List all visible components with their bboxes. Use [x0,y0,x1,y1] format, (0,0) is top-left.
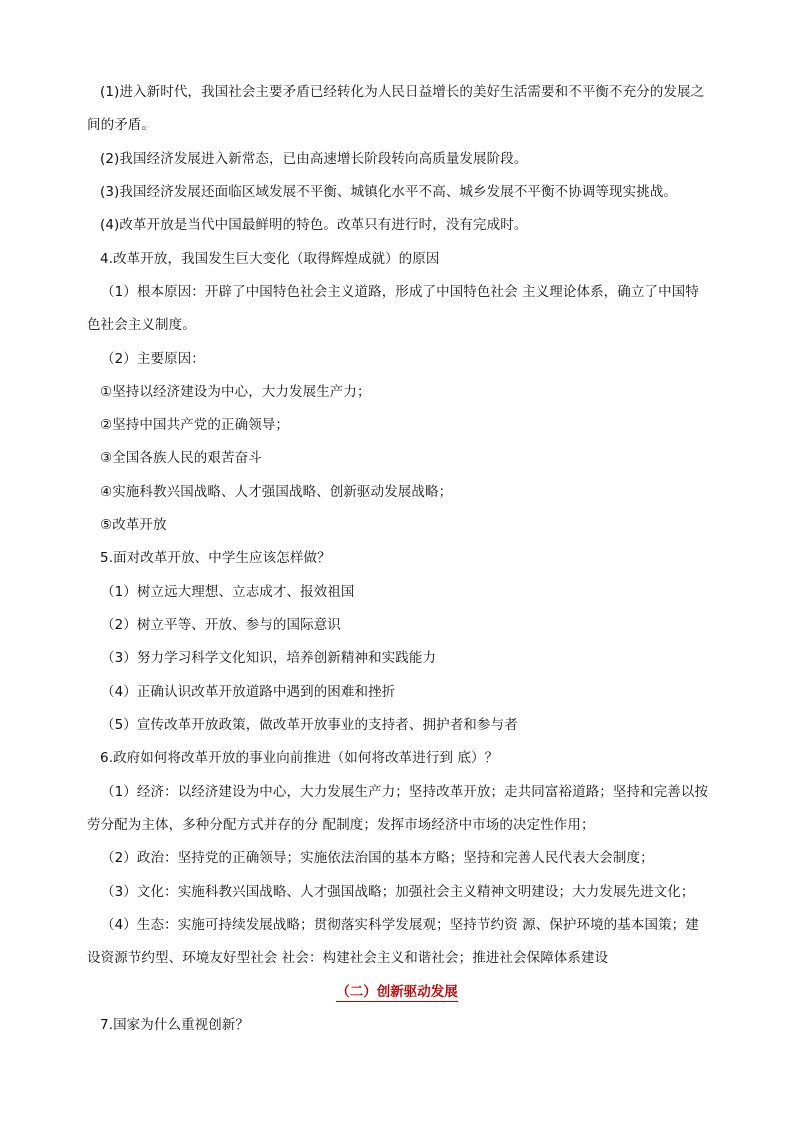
paragraph-line: (1)进入新时代，我国社会主要矛盾已经转化为人民日益增长的美好生活需要和不平衡不充分的发展之 [100,84,705,100]
question-heading: 5.面对改革开放、中学生应该怎样做？ [100,550,331,566]
paragraph-line: (2)我国经济发展进入新常态，已由高速增长阶段转向高质量发展阶段。 [100,151,528,167]
list-item: （1）树立远大理想、立志成才、报效祖国 [101,584,355,600]
list-item: ⑤改革开放 [100,517,167,533]
section-title-text: （二）创新驱动发展 [336,984,458,1000]
list-item: （2）树立平等、开放、参与的国际意识 [101,617,341,633]
paragraph-line: 间的矛盾。 [87,117,155,133]
paragraph-line: 色社会主义制度。 [87,317,196,333]
question-heading: 6.政府如何将改革开放的事业向前推进（如何将改革进行到 底）？ [100,750,499,766]
paragraph-line: （1）经济：以经济建设为中心，大力发展生产力；坚持改革开放；走共同富裕道路；坚持和完善以按 [101,784,709,800]
list-item: （3）努力学习科学文化知识，培养创新精神和实践能力 [101,650,437,666]
question-heading: 4.改革开放，我国发生巨大变化（取得辉煌成就）的原因 [100,251,440,267]
paragraph-line: （2）政治：坚持党的正确领导；实施依法治国的基本方略；坚持和完善人民代表大会制度； [101,850,654,866]
paragraph-line: (4)改革开放是当代中国最鲜明的特色。改革只有进行时，没有完成时。 [100,217,528,233]
question-heading: 7.国家为什么重视创新？ [100,1017,250,1033]
paragraph-line: 劳分配为主体，多种分配方式并存的分 配制度；发挥市场经济中市场的决定性作用； [87,817,595,833]
paragraph-line: （4）生态：实施可持续发展战略；贯彻落实科学发展观；坚持节约资 源、保护环境的基本国策；建 [101,917,699,933]
list-item: ②坚持中国共产党的正确领导； [100,417,290,433]
section-title [0,982,794,1002]
list-item: ①坚持以经济建设为中心，大力发展生产力； [100,384,371,400]
list-item: （5）宣传改革开放政策，做改革开放事业的支持者、拥护者和参与者 [101,717,518,733]
list-item: ④实施科教兴国战略、人才强国战略、创新驱动发展战略； [100,484,453,500]
list-item: ③全国各族人民的艰苦奋斗 [100,450,262,466]
paragraph-line: （2）主要原因： [101,351,205,367]
paragraph-line: (3)我国经济发展还面临区域发展不平衡、城镇化水平不高、城乡发展不平衡不协调等现实挑战。 [100,184,678,200]
paragraph-line: （3）文化：实施科教兴国战略、人才强国战略；加强社会主义精神文明建设；大力发展先进文化； [101,884,695,900]
list-item: （4）正确认识改革开放道路中遇到的困难和挫折 [101,684,396,700]
paragraph-line: 设资源节约型、环境友好型社会 社会：构建社会主义和谐社会；推进社会保障体系建设 [87,950,609,966]
paragraph-line: （1）根本原因：开辟了中国特色社会主义道路，形成了中国特色社会 主义理论体系，确立了中国特 [101,284,699,300]
